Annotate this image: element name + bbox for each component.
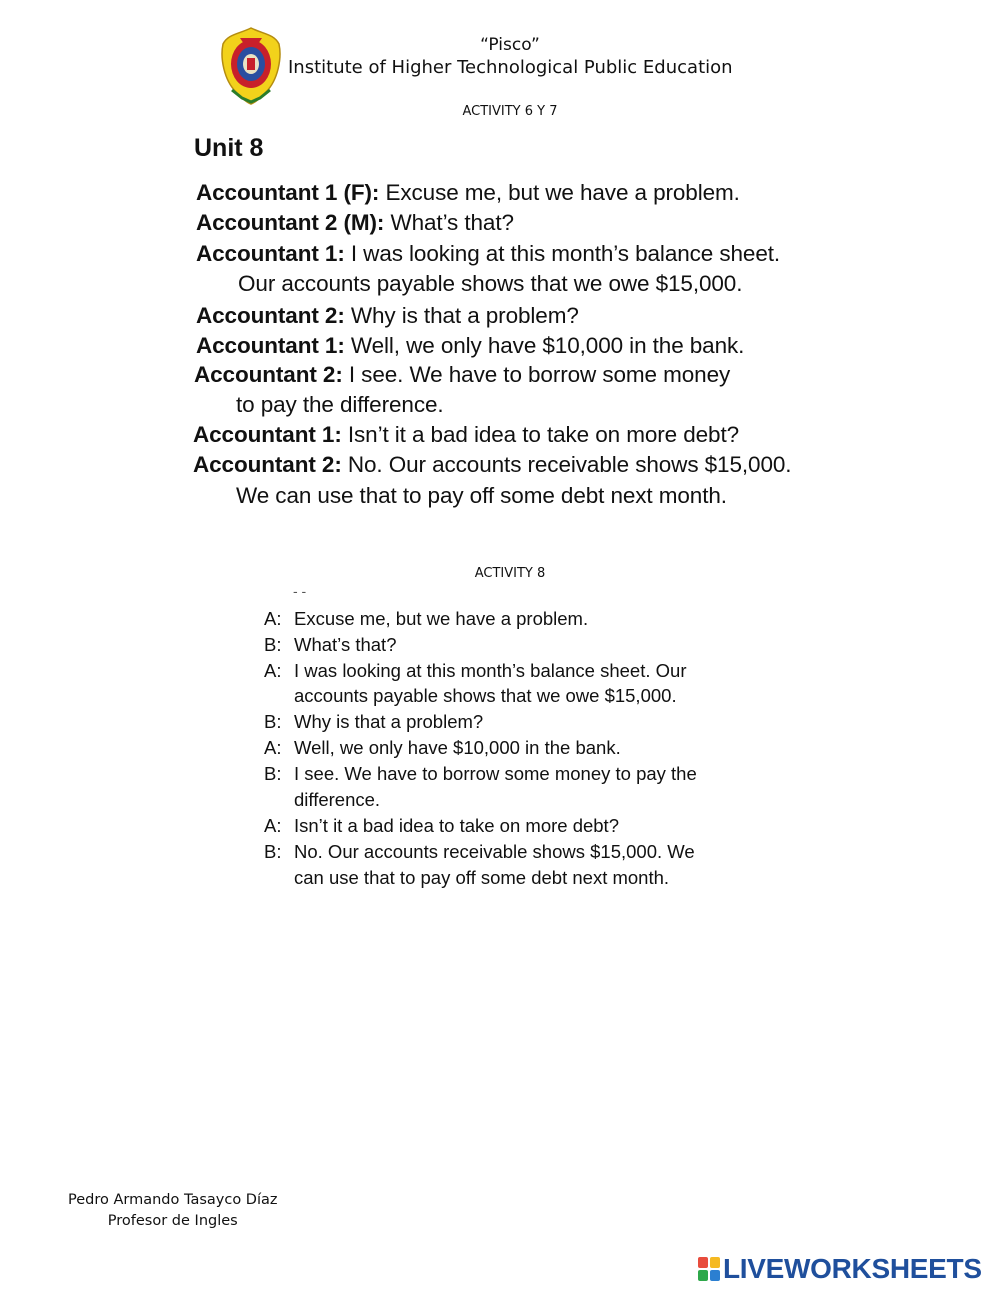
dialogue-1-line [196,303,579,329]
dialogue-1-line [193,422,739,448]
speaker-label: A: [264,608,282,629]
line-text: to pay the difference. [236,392,444,417]
institute-crest-logo [218,24,284,106]
dialogue-1-line [238,271,742,297]
line-text: Why is that a problem? [294,711,484,732]
dialogue-1-line [194,362,730,388]
liveworksheets-logo-icon [698,1257,720,1281]
school-name: “Pisco” [480,35,540,55]
dialogue-1-line [193,452,791,478]
activity-6-7-heading: ACTIVITY 6 Y 7 [462,104,558,119]
unit-title: Unit 8 [194,134,264,162]
speaker-label: Accountant 2: [194,362,343,387]
dialogue-1-line [196,210,514,236]
dialogue-1-line [196,333,744,359]
speaker-label: B: [264,711,282,732]
line-text: Excuse me, but we have a problem. [379,180,740,205]
line-text: No. Our accounts receivable shows $15,000. [341,452,792,477]
scan-mark: - - [293,583,307,599]
liveworksheets-brand[interactable] [698,1255,982,1283]
teacher-name: Pedro Armando Tasayco Díaz [68,1192,278,1208]
line-text: I see. We have to borrow some money to pay the [294,763,697,784]
line-text: We can use that to pay off some debt next month. [236,483,727,508]
speaker-label: Accountant 1 (F): [196,180,380,205]
dialogue-2-line [264,685,677,707]
dialogue-1-line [196,241,780,267]
line-text: I was looking at this month’s balance sheet. Our [294,660,687,681]
line-text: Our accounts payable shows that we owe $15,000. [238,271,743,296]
speaker-label: Accountant 2: [193,452,342,477]
speaker-label: Accountant 2 (M): [196,210,385,235]
dialogue-2-line [264,841,695,863]
dialogue-2-line [264,815,619,837]
line-text: Excuse me, but we have a problem. [294,608,589,629]
dialogue-1-line [196,180,740,206]
speaker-label: A: [264,815,282,836]
line-text: No. Our accounts receivable shows $15,000. We [294,841,695,862]
speaker-label: Accountant 1: [196,333,345,358]
line-text: I was looking at this month’s balance sheet. [344,241,781,266]
line-text: can use that to pay off some debt next month. [294,867,670,888]
institute-name: Institute of Higher Technological Public Education [288,57,733,78]
line-text: difference. [294,789,381,810]
speaker-label: Accountant 1: [193,422,342,447]
dialogue-2-line [264,867,669,889]
teacher-role: Profesor de Ingles [107,1213,238,1229]
line-text: What’s that? [294,634,397,655]
line-text: Isn’t it a bad idea to take on more debt? [341,422,740,447]
speaker-label: B: [264,841,282,862]
speaker-label: B: [264,763,282,784]
dialogue-2-line [264,763,697,785]
brand-name: LIVEWORKSHEETS [723,1253,982,1284]
speaker-label: B: [264,634,282,655]
speaker-label: A: [264,737,282,758]
line-text: I see. We have to borrow some money [342,362,731,387]
line-text: Well, we only have $10,000 in the bank. [344,333,745,358]
dialogue-2-line [264,789,380,811]
line-text: Why is that a problem? [344,303,579,328]
dialogue-2-line [264,634,397,656]
speaker-label: Accountant 2: [196,303,345,328]
activity-8-heading: ACTIVITY 8 [474,566,546,581]
line-text: accounts payable shows that we owe $15,000. [294,685,677,706]
line-text: Isn’t it a bad idea to take on more debt? [294,815,619,836]
speaker-label: A: [264,660,282,681]
dialogue-1-line [236,392,444,418]
dialogue-2-line [264,660,686,682]
speaker-label: Accountant 1: [196,241,345,266]
dialogue-2-line [264,608,588,630]
line-text: Well, we only have $10,000 in the bank. [294,737,621,758]
teacher-signature-block [68,1190,278,1232]
dialogue-2-line [264,737,621,759]
dialogue-1-line [236,483,727,509]
line-text: What’s that? [384,210,514,235]
dialogue-2-line [264,711,483,733]
